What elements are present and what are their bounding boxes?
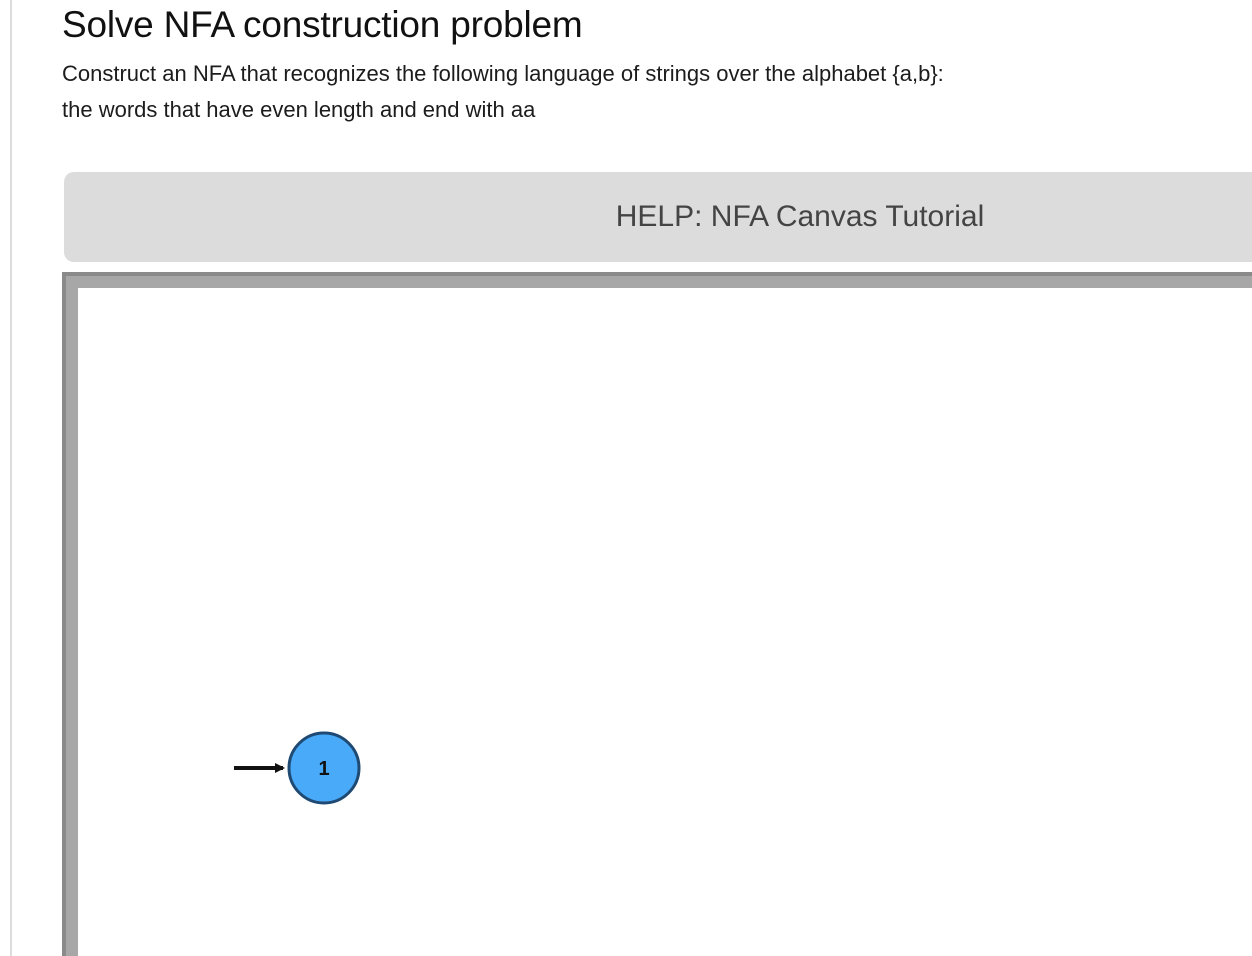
page-title: Solve NFA construction problem xyxy=(62,4,583,45)
nfa-canvas[interactable] xyxy=(78,288,1252,956)
problem-statement-line-2: the words that have even length and end with aa xyxy=(62,97,536,122)
help-tutorial-button[interactable] xyxy=(64,172,1252,262)
help-tutorial-label: HELP: NFA Canvas Tutorial xyxy=(615,200,985,233)
problem-statement xyxy=(62,56,1212,128)
left-border-rule xyxy=(10,0,12,956)
nfa-canvas-svg[interactable] xyxy=(78,288,1252,956)
problem-statement-line-1: Construct an NFA that recognizes the following language of strings over the alphabet {a,b}: xyxy=(62,61,944,86)
state-label: 1 xyxy=(318,758,330,780)
state-node[interactable] xyxy=(289,733,359,803)
